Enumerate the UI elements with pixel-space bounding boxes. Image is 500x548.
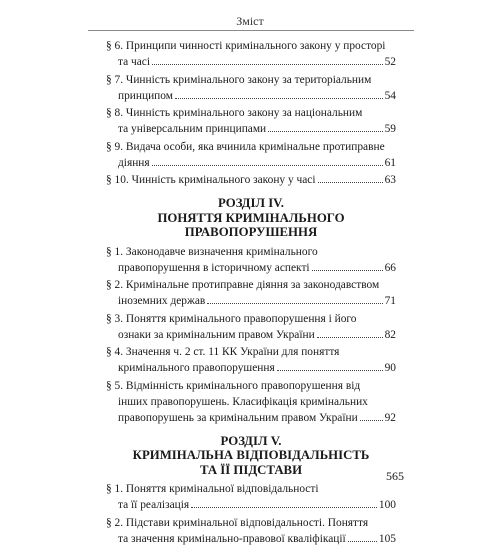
toc-page-number: 92: [384, 411, 396, 424]
toc-entry-line: [106, 311, 396, 327]
toc-page-number: 61: [384, 156, 396, 169]
section-heading-line: ПОНЯТТЯ КРИМІНАЛЬНОГО: [157, 210, 345, 225]
page-number: 565: [386, 469, 404, 483]
toc-entry[interactable]: [106, 378, 396, 426]
toc-entry-text: § 7. Чинність кримінального закону за територіальним: [106, 73, 372, 86]
toc-entry-line: [106, 344, 396, 360]
dot-leader: [268, 131, 382, 132]
toc-entry-text: правопорушень за кримінальним правом України: [118, 411, 358, 424]
toc-entry-line: [106, 293, 396, 309]
toc-entry-text: іноземних держав: [118, 295, 206, 307]
toc-page-number: 63: [384, 174, 396, 186]
toc-entry[interactable]: [106, 277, 396, 309]
toc-entry-line: [106, 244, 396, 260]
toc-entry-text: та значення кримінально-правової кваліфікації: [118, 532, 346, 545]
toc-entry-text: кримінального правопорушення: [118, 362, 275, 374]
section-heading-line: ТА ЇЇ ПІДСТАВИ: [199, 462, 303, 477]
section-heading-line: РОЗДІЛ IV.: [218, 196, 284, 210]
toc-entry[interactable]: [106, 172, 396, 188]
header-rule: [88, 30, 414, 31]
toc-entry-text: § 1. Законодавче визначення кримінального: [106, 245, 318, 258]
running-header: Зміст: [236, 14, 264, 28]
toc-entry-text: § 8. Чинність кримінального закону за національним: [106, 107, 363, 119]
toc-entry-text: діяння: [118, 156, 150, 169]
toc-entry-line: [106, 394, 396, 410]
toc-entry-line: [106, 531, 396, 547]
toc-page-number: 66: [384, 261, 396, 274]
dot-leader: [317, 337, 383, 338]
dot-leader: [360, 420, 383, 421]
toc-entry[interactable]: [106, 244, 396, 276]
toc-page-number: 82: [384, 328, 396, 341]
toc-entry-line: [106, 54, 396, 70]
dot-leader: [312, 270, 383, 271]
toc-entry-line: [106, 515, 396, 531]
toc-entry-text: правопорушення в історичному аспекті: [118, 261, 310, 274]
toc-page-number: 71: [384, 295, 396, 307]
toc-entry-text: принципом: [118, 89, 173, 102]
toc-entry-line: [106, 360, 396, 376]
toc-entry[interactable]: [106, 515, 396, 547]
toc-entry-text: § 4. Значення ч. 2 ст. 11 КК України для поняття: [106, 346, 340, 358]
dot-leader: [191, 507, 377, 508]
toc-entry-line: [106, 38, 396, 54]
toc-page-number: 52: [384, 56, 396, 68]
toc-entry[interactable]: [106, 139, 396, 171]
dot-leader: [152, 64, 383, 65]
toc-entry-line: [106, 105, 396, 121]
toc-entry-text: § 3. Поняття кримінального правопорушення і його: [106, 312, 357, 325]
toc-entry-text: § 2. Кримінальне протиправне діяння за законодавством: [106, 279, 380, 291]
section-heading: [106, 196, 396, 240]
toc-entry-line: [106, 172, 396, 188]
section-heading-line: ПРАВОПОРУШЕННЯ: [184, 225, 318, 239]
toc-entry-text: та її реалізація: [118, 499, 190, 511]
toc-entry-line: [106, 410, 396, 426]
toc-entry-text: ознаки за кримінальним правом України: [118, 328, 315, 341]
toc-entry[interactable]: [106, 311, 396, 343]
toc-entry[interactable]: [106, 105, 396, 137]
toc-entry-line: [106, 88, 396, 104]
toc-entry-line: [106, 378, 396, 394]
toc-page-number: 59: [384, 123, 396, 135]
toc-entry-text: та універсальним принципами: [118, 123, 267, 135]
dot-leader: [348, 541, 377, 542]
toc-entry-line: [106, 139, 396, 155]
toc-entry[interactable]: [106, 344, 396, 376]
dot-leader: [277, 370, 383, 371]
section-heading: [106, 434, 396, 478]
toc-entry-line: [106, 155, 396, 171]
section-heading-line: РОЗДІЛ V.: [220, 433, 282, 448]
toc-entry-text: § 9. Видача особи, яка вчинила кримінальне протиправне: [106, 140, 385, 153]
toc-entry-text: та часі: [118, 56, 151, 68]
toc-entry[interactable]: [106, 481, 396, 513]
dot-leader: [207, 303, 382, 304]
toc-entry-line: [106, 260, 396, 276]
toc-page-number: 54: [384, 89, 396, 102]
toc-page-number: 90: [384, 362, 396, 374]
toc-entry-line: [106, 72, 396, 88]
toc-entry[interactable]: [106, 38, 396, 70]
section-heading-line: КРИМІНАЛЬНА ВІДПОВІДАЛЬНІСТЬ: [132, 448, 370, 462]
toc-entry-text: § 10. Чинність кримінального закону у часі: [106, 174, 316, 186]
toc-entry-line: [106, 121, 396, 137]
dot-leader: [318, 182, 383, 183]
toc-entry[interactable]: [106, 72, 396, 104]
toc-entry-line: [106, 481, 396, 497]
toc-page-number: 105: [378, 532, 396, 545]
toc-entry-line: [106, 327, 396, 343]
toc-page-number: 100: [378, 499, 396, 511]
dot-leader: [175, 98, 383, 99]
toc-entry-line: [106, 497, 396, 513]
toc-entry-text: § 2. Підстави кримінальної відповідальності. Поняття: [106, 516, 369, 529]
toc-entry-text: § 5. Відмінність кримінального правопорушення від: [106, 379, 361, 392]
toc-entry-text: § 6. Принципи чинності кримінального закону у просторі: [106, 40, 386, 52]
toc-entry-line: [106, 277, 396, 293]
toc-entry-text: інших правопорушень. Класифікація кримінальних: [118, 395, 368, 408]
table-of-contents: [106, 38, 396, 548]
toc-entry-text: § 1. Поняття кримінальної відповідальності: [106, 483, 319, 495]
dot-leader: [152, 165, 383, 166]
